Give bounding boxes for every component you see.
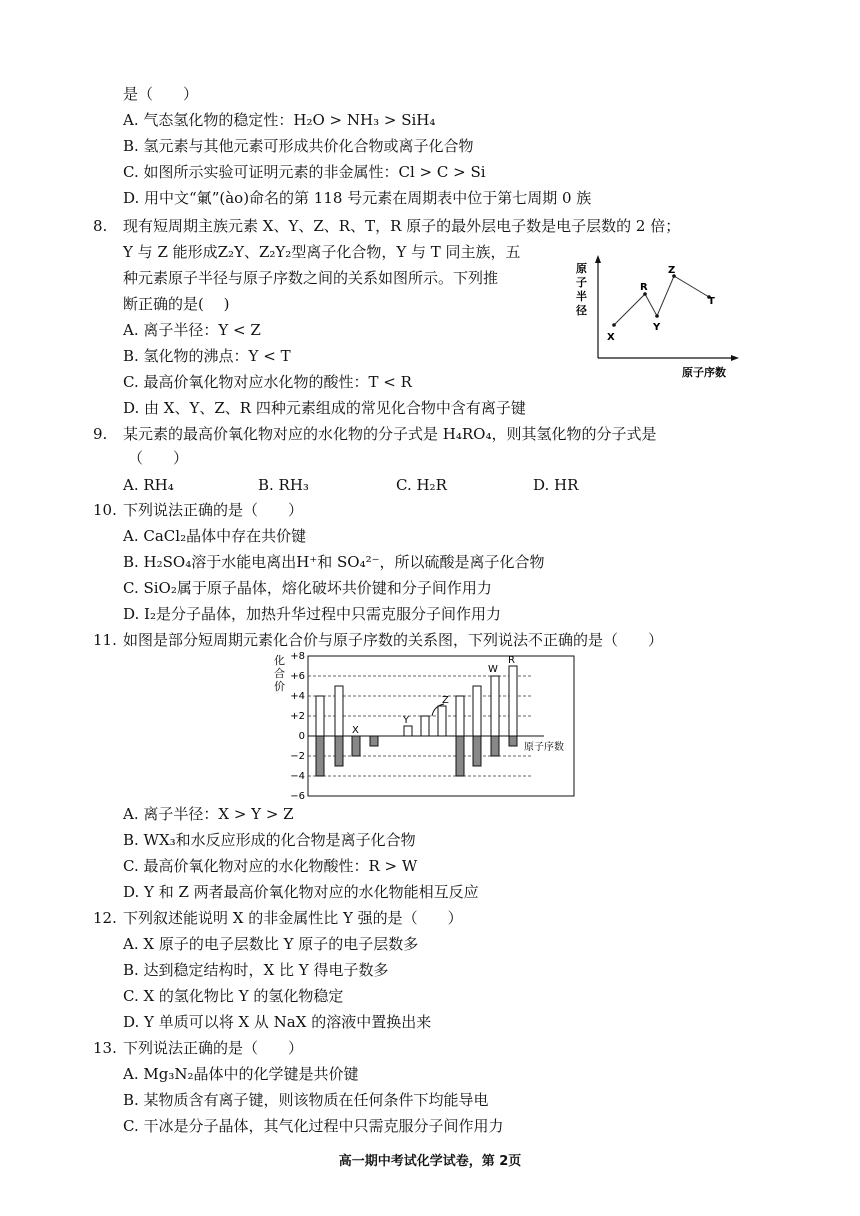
q10-number: 10. — [93, 501, 117, 519]
q11-ytick-plus8: +8 — [290, 651, 305, 662]
q10-stem-text: 下列说法正确的是（ ） — [123, 501, 304, 519]
q11-label-r: R — [508, 655, 515, 666]
q9-stem-line-1 — [93, 424, 656, 444]
q10-option-b: B. H₂SO₄溶于水能电离出H⁺和 SO₄²⁻，所以硫酸是离子化合物 — [123, 553, 545, 571]
q13-number: 13. — [93, 1039, 117, 1057]
q8-point-x — [612, 323, 616, 327]
q9-stem-text-1: 某元素的最高价氧化物对应的水化物的分子式是 H₄RO₄，则其氢化物的分子式是 — [123, 425, 657, 443]
q8-ylabel-1: 原 — [576, 262, 587, 275]
q11-bar-neg-8 — [456, 736, 464, 776]
q8-ylabel-3: 半 — [576, 290, 587, 303]
q8-stem-line-4: 断正确的是( ) — [123, 295, 230, 313]
q9-stem-line-2: （ ） — [128, 449, 189, 467]
q11-bar-w-pos — [491, 676, 499, 736]
q11-ytick-plus2: +2 — [290, 711, 305, 722]
q10-option-a: A. CaCl₂晶体中存在共价键 — [123, 527, 307, 545]
q11-ytick-plus6: +6 — [290, 671, 305, 682]
q11-bar-plus2 — [421, 716, 429, 736]
q13-stem-text: 下列说法正确的是（ ） — [123, 1039, 304, 1057]
q11-ylabel-3: 价 — [274, 680, 285, 693]
q8-y-arrow — [595, 255, 601, 263]
q7-option-b: B. 氢元素与其他元素可形成共价化合物或离子化合物 — [123, 137, 474, 155]
q10-stem — [93, 500, 303, 520]
q12-number: 12. — [93, 909, 117, 927]
q8-option-a: A. 离子半径：Y < Z — [123, 321, 261, 339]
q9-option-a: A. RH₄ — [123, 476, 174, 494]
q11-stem — [93, 630, 663, 650]
q11-bar-neg-2 — [335, 736, 343, 766]
q11-ytick-minus6: −6 — [290, 791, 305, 802]
q9-option-b: B. RH₃ — [258, 476, 309, 494]
q11-xlabel: 原子序数 — [524, 742, 564, 753]
q11-ylabel-1: 化 — [274, 654, 285, 667]
q11-bar-w-neg — [491, 736, 499, 756]
q11-label-w: W — [488, 664, 498, 675]
q11-option-b: B. WX₃和水反应形成的化合物是离子化合物 — [123, 831, 416, 849]
q11-bar-pos-2 — [335, 686, 343, 736]
q8-label-x: X — [607, 332, 615, 343]
q11-ytick-zero: 0 — [298, 731, 305, 742]
q11-bar-r-neg — [509, 736, 517, 746]
q11-bar-neg-1 — [316, 736, 324, 776]
q8-label-z: Z — [668, 265, 676, 276]
q11-bar-pos-8 — [456, 696, 464, 736]
q11-bar-y — [404, 726, 412, 736]
q8-option-d: D. 由 X、Y、Z、R 四种元素组成的常见化合物中含有离子键 — [123, 399, 526, 417]
q11-label-z: Z — [442, 695, 449, 706]
q11-stem-text: 如图是部分短周期元素化合价与原子序数的关系图，下列说法不正确的是（ ） — [123, 631, 664, 649]
q8-option-c: C. 最高价氧化物对应水化物的酸性：T < R — [123, 373, 412, 391]
q12-option-c: C. X 的氢化物比 Y 的氢化物稳定 — [123, 987, 344, 1005]
q11-bar-neg-9 — [473, 736, 481, 766]
q11-label-x: X — [352, 725, 359, 736]
q11-bar-pos-9 — [473, 686, 481, 736]
q8-point-y — [655, 314, 659, 318]
q11-ytick-minus2: −2 — [290, 751, 305, 762]
q8-xlabel: 原子序数 — [682, 366, 726, 379]
q8-label-r: R — [640, 282, 648, 293]
q11-ylabel-2: 合 — [274, 667, 285, 680]
q11-option-d: D. Y 和 Z 两者最高价氧化物对应的水化物能相互反应 — [123, 883, 479, 901]
q10-option-c: C. SiO₂属于原子晶体，熔化破坏共价键和分子间作用力 — [123, 579, 492, 597]
q11-ytick-minus4: −4 — [290, 771, 305, 782]
q8-radius-line — [614, 276, 709, 325]
q13-option-b: B. 某物质含有离子键，则该物质在任何条件下均能导电 — [123, 1091, 489, 1109]
q11-label-y: Y — [403, 715, 410, 726]
q13-stem — [93, 1038, 303, 1058]
q8-x-arrow — [731, 355, 739, 361]
q8-ylabel-2: 子 — [576, 276, 587, 289]
q11-ytick-plus4: +4 — [290, 691, 305, 702]
q12-option-a: A. X 原子的电子层数比 Y 原子的电子层数多 — [123, 935, 419, 953]
q12-stem-text: 下列叙述能说明 X 的非金属性比 Y 强的是（ ） — [123, 909, 463, 927]
q11-option-a: A. 离子半径：X > Y > Z — [123, 805, 294, 823]
q8-radius-chart — [570, 252, 750, 382]
q9-number: 9. — [93, 425, 108, 443]
q9-options — [123, 475, 578, 495]
q11-valence-chart — [266, 650, 586, 802]
q11-number: 11. — [93, 631, 117, 649]
q8-ylabel-4: 径 — [576, 304, 587, 317]
q13-option-a: A. Mg₃N₂晶体中的化学键是共价键 — [123, 1065, 359, 1083]
q7-option-c: C. 如图所示实验可证明元素的非金属性：Cl > C > Si — [123, 163, 486, 181]
q9-option-c: C. H₂R — [396, 476, 447, 494]
q12-stem — [93, 908, 463, 928]
q11-bar-pos-1 — [316, 696, 324, 736]
q7-option-d: D. 用中文“氭”(ào)命名的第 118 号元素在周期表中位于第七周期 0 族 — [123, 189, 592, 207]
q8-label-y: Y — [653, 322, 661, 333]
q12-option-d: D. Y 单质可以将 X 从 NaX 的溶液中置换出来 — [123, 1013, 432, 1031]
q8-stem-line-3: 种元素原子半径与原子序数之间的关系如图所示。下列推 — [123, 269, 499, 287]
q8-stem-line-1 — [93, 216, 680, 236]
q10-option-d: D. I₂是分子晶体，加热升华过程中只需克服分子间作用力 — [123, 605, 501, 623]
q12-option-b: B. 达到稳定结构时，X 比 Y 得电子数多 — [123, 961, 389, 979]
q8-stem-line-2: Y 与 Z 能形成Z₂Y、Z₂Y₂型离子化合物，Y 与 T 同主族，五 — [123, 243, 521, 261]
q11-bar-neg-4 — [370, 736, 378, 746]
q11-bar-z — [438, 706, 446, 736]
q8-stem-text-1: 现有短周期主族元素 X、Y、Z、R、T，R 原子的最外层电子数是电子层数的 2 倍； — [123, 217, 681, 235]
q11-bar-x — [352, 736, 360, 756]
page-footer: 高一期中考试化学试卷，第 2页 — [338, 1154, 522, 1169]
q7-option-a: A. 气态氢化物的稳定性：H₂O > NH₃ > SiH₄ — [123, 111, 436, 129]
q11-bar-r-pos — [509, 666, 517, 736]
q8-option-b: B. 氢化物的沸点：Y < T — [123, 347, 291, 365]
q8-label-t: T — [708, 296, 715, 307]
q8-number: 8. — [93, 217, 108, 235]
q9-option-d: D. HR — [533, 476, 579, 494]
q11-option-c: C. 最高价氧化物对应的水化物酸性：R > W — [123, 857, 418, 875]
q13-option-c: C. 干冰是分子晶体，其气化过程中只需克服分子间作用力 — [123, 1117, 504, 1135]
q7-stem-tail: 是（ ） — [123, 85, 199, 103]
